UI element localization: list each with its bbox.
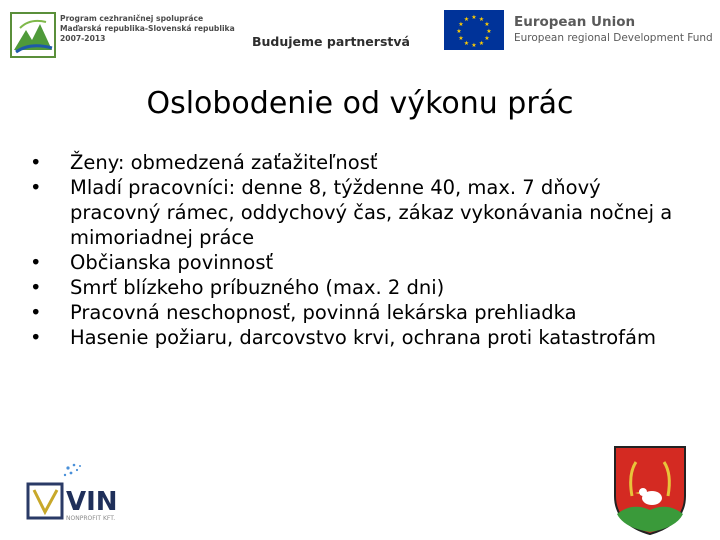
eu-subtitle: European regional Development Fund xyxy=(514,32,713,44)
bullet-list xyxy=(30,150,690,350)
partnership-slogan: Budujeme partnerstvá xyxy=(252,34,410,49)
svg-text:★: ★ xyxy=(471,42,477,49)
svg-text:★: ★ xyxy=(463,16,470,23)
program-mountain-icon xyxy=(10,12,56,58)
eu-title: European Union xyxy=(514,14,636,30)
coat-of-arms-icon xyxy=(612,444,688,536)
program-line-1: Program cezhraničnej spolupráce xyxy=(60,14,204,23)
eu-flag-icon xyxy=(444,10,504,50)
svg-text:★: ★ xyxy=(458,21,464,28)
bullet-item: • Občianska povinnosť xyxy=(30,250,690,275)
vin-logo-text: VIN xyxy=(66,487,118,517)
bullet-item: • Ženy: obmedzená zaťažiteľnosť xyxy=(30,150,690,175)
svg-text:★: ★ xyxy=(486,28,492,35)
svg-text:★: ★ xyxy=(478,40,485,47)
bullet-item: • Pracovná neschopnosť, povinná lekárska prehliadka xyxy=(30,300,690,325)
svg-text:★: ★ xyxy=(456,28,462,35)
vin-logo xyxy=(24,460,154,524)
bullet-item: • Smrť blízkeho príbuzného (max. 2 dni) xyxy=(30,275,690,300)
slide-title: Oslobodenie od výkonu prác xyxy=(146,86,574,121)
svg-text:★: ★ xyxy=(478,16,485,23)
vin-logo-subtext: NONPROFIT KFT. xyxy=(66,515,116,522)
eu-text-block xyxy=(514,14,713,45)
bullet-item: • Hasenie požiaru, darcovstvo krvi, ochrana proti katastrofám xyxy=(30,325,690,350)
svg-text:★: ★ xyxy=(458,35,464,42)
svg-text:★: ★ xyxy=(471,14,477,21)
svg-text:★: ★ xyxy=(463,40,470,47)
program-line-3: 2007-2013 xyxy=(60,34,106,43)
svg-text:★: ★ xyxy=(484,21,490,28)
svg-text:★: ★ xyxy=(484,35,490,42)
program-logo xyxy=(10,12,240,62)
bullet-item: • Mladí pracovníci: denne 8, týždenne 40, max. 7 dňový pracovný rámec, oddychový čas, zákaz vykonávania nočnej a mimoriadnej práce xyxy=(30,175,690,250)
program-line-2: Maďarská republika-Slovenská republika xyxy=(60,24,235,33)
